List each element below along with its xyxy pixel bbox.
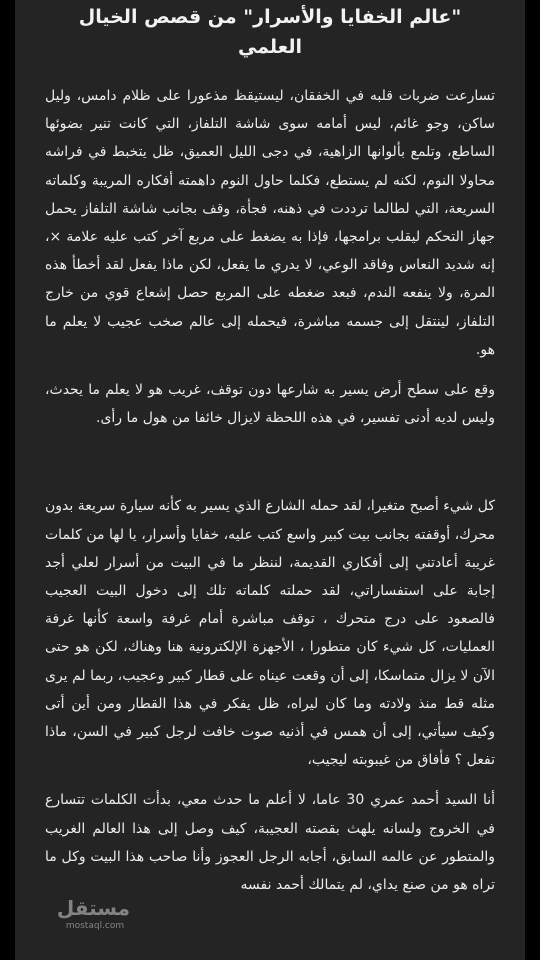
paragraph-4: أنا السيد أحمد عمري 30 عاما، لا أعلم ما حدث معي، بدأت الكلمات تتسارع في الخروج ولسانه يلهث بقصته العجيبة، كيف وصل إلى هذا العالم الغريب والمتطور عن عالمه السابق، أجابه الرجل العجوز وأنا صاحب هذا البيت وكل ما تراه هو من صنع يداي، لم يتمالك أحمد نفسه xyxy=(45,792,496,894)
paragraph-1: تسارعت ضربات قلبه في الخفقان، ليستيقظ مذعورا على ظلام دامس، وليل ساكن، وجو غائم، ليس أمامه سوى شاشة التلفاز، التي كانت تنير بضوئها الساطع، وتلمع بألوانها الزاهية، في دجى الليل العميق، ظل يتخبط في فراشه محاولا النوم، لكنه لم يستطع، فكلما حاول النوم داهمته أفكاره المريبة وكلماته السريعة، التي لطالما ترددت في ذهنه، فجأة، وقف بجانب شاشة التلفاز يحمل جهاز التحكم ليقلب برامجها، فإذا به يضغط على مربع آخر كتب عليه علامة ×، إنه شديد النعاس وفاقد الوعي، لا يدري ما يفعل، لكن ماذا يفعل لقد أخطأ هذه المرة، ولا ينفعه الندم، فبعد ضغطه على المربع حصل إشعاع قوي من خارج التلفاز، لينتقل إلى جسمه مباشرة، فيحمله إلى عالم صخب عجيب لا يعلم ما هو. xyxy=(45,88,495,358)
paragraph-3: كل شيء أصبح متغيرا، لقد حمله الشارع الذي يسير به كأنه سيارة سريعة بدون محرك، أوقفته بجانب بيت كبير واسع كتب عليه، خفايا وأسرار، يا لها من كلمات غريبة أعادتني إلى أفكاري القديمة، لننظر ما في البيت من أسرار لعلي أجد إجابة على استفساراتي، لقد حملته كلماته تلك إلى دخول البيت العجيب فالصعود على درج متحرك ، توقف مباشرة أمام غرفة واسعة كأنها غرفة العمليات، كل شيء كان متطورا ، الأجهزة الإلكترونية هنا وهناك، لكن هو حتى الآن لا يزال متماسكا، إلى أن وقعت عيناه على قطار كبير وعجيب، ربما لم يرى مثله قط منذ ولادته وما كان ليراه، ظل يفكر في هذا القطار ومن أين أتى وكيف سيأتي، إلى أن همس في أذنيه صوت خافت لرجل كبير في السن، ماذا تفعل ؟ فأفاق من غيبوبته ليجيب، xyxy=(45,498,495,769)
document-content xyxy=(15,0,525,899)
document-page xyxy=(15,0,525,960)
paragraph-gap xyxy=(45,444,495,492)
watermark-logo: مستقل xyxy=(56,896,130,920)
paragraph-2: وقع على سطح أرض يسير به شارعها دون توقف، غريب هو لا يعلم ما يحدث، وليس لديه أدنى تفسير، في هذه اللحظة لايزال خائفا من هول ما رأى. xyxy=(45,382,495,427)
watermark-url: mostaql.com xyxy=(65,921,125,931)
mostaql-watermark xyxy=(56,896,130,932)
document-title: "عالم الخفايا والأسرار" من قصص الخيال العلمي xyxy=(78,6,462,58)
